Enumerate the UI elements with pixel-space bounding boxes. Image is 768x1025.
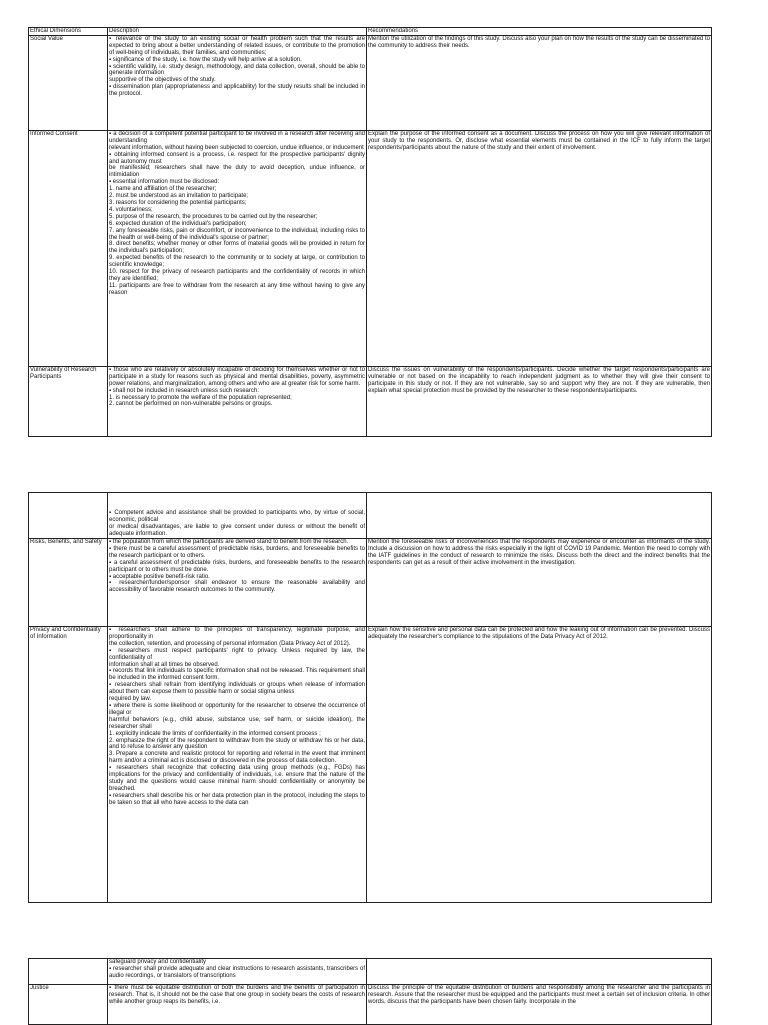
description-line: supportive of the objectives of the study. bbox=[109, 77, 216, 84]
description-line: 2. emphasize the right of the respondent to withdraw from the study or withdraw his or her data, and to refuse to answer any question bbox=[109, 737, 365, 751]
dimension-cell: Justice bbox=[29, 985, 108, 1025]
description-line: ▪ acceptable positive benefit-risk ratio. bbox=[109, 573, 210, 580]
description-line: ▪ researchers must respect participants' right to privacy. Unless required by law, the confidentiality of bbox=[109, 647, 365, 661]
dimension-cell bbox=[29, 493, 108, 539]
description-line: ▪ a careful assessment of predictable risks, burdens, and foreseeable benefits to the research participant or to others must be done. bbox=[109, 559, 365, 573]
description-line: 1. name and affiliation of the researcher; bbox=[109, 186, 217, 193]
description-line: ▪ the population from which the participants are derived stand to benefit from the research. bbox=[109, 539, 349, 545]
description-line: ▪ dissemination plan (appropriateness and applicability) for the study results shall be included in the protocol. bbox=[109, 84, 365, 98]
document-page-1 bbox=[28, 27, 710, 437]
description-line: ▪ researcher/funder/sponsor shall endeavor to ensure the reasonable availability and accessibility of favorable research outcomes to the community. bbox=[109, 580, 365, 594]
description-line: ▪ there must be a careful assessment of predictable risks, burdens, and foreseeable benefits to the research participant or to others. bbox=[109, 545, 365, 559]
description-line: ▪ significance of the study, i.e. how the study will help arrive at a solution. bbox=[109, 56, 302, 63]
description-line: ▪ researchers shall describe his or her data protection plan in the protocol, including the steps to be taken so that all who have access to the data can bbox=[109, 792, 365, 806]
ethics-table-page-2 bbox=[28, 492, 712, 903]
description-line: 4. voluntariness; bbox=[109, 206, 153, 213]
dimension-cell: Vulnerability of Research Participants bbox=[29, 366, 108, 436]
description-line: ▪ records that link individuals to specific information shall not be released. This requirement shall be included in the informed consent form. bbox=[109, 668, 365, 682]
recommendation-cell: Mention the foreseeable risks of inconveniences that the respondents may experience or encounter as informants of the study. Include a discussion on how to address the risks especially in the light of COVID 19 Pandemic. Mention the need to comply with the IATF guidelines in the conduct of research to minimize the risks. Discuss both the direct and the indirect benefits that the respondents can get as a result of their active involvement in the investigation. bbox=[367, 539, 712, 627]
dimension-cell: Informed Consent bbox=[29, 130, 108, 366]
description-line: 10. respect for the privacy of research participants and the confidentiality of records in which they are identified; bbox=[109, 269, 365, 282]
description-line: harmful behaviors (e.g., child abuse, substance use, self harm, or suicide ideation), the researcher shall bbox=[109, 716, 365, 730]
document-page-3 bbox=[28, 958, 710, 1025]
description-line: ▪ researchers shall refrain from identifying individuals or groups when release of information about them can expose them to possible harm or social stigma unless bbox=[109, 682, 365, 696]
dimension-cell: Social Value bbox=[29, 35, 108, 130]
table-row bbox=[29, 493, 712, 539]
ethics-table-page-3 bbox=[28, 958, 712, 1025]
recommendation-cell: Discuss the principle of the equitable distribution of burdens and responsibility among the researcher and the participants in research. Assure that the researcher must be equipped and the participants must meet a certain set of inclusion criteria. In other words, discuss that the participants have been chosen fairly. Incorporate in the bbox=[367, 985, 712, 1025]
description-line: 2. cannot be performed on non-vulnerable persons or groups. bbox=[109, 401, 273, 408]
description-line: 3. Prepare a concrete and realistic protocol for reporting and referral in the event that imminent harm and/or a criminal act is disclosed or discovered in the process of data collection. bbox=[109, 751, 365, 765]
recommendation-cell bbox=[367, 959, 712, 985]
table-header-row bbox=[29, 28, 712, 36]
description-line: ▪ where there is some likelihood or opportunity for the researcher to observe the occurrence of illegal or bbox=[109, 702, 365, 716]
description-cell bbox=[108, 366, 367, 436]
description-line: 8. direct benefits; whether money or other forms of material goods will be provided in return for the individual's participation; bbox=[109, 241, 365, 255]
description-line: ▪ shall not be included in research unless such research: bbox=[109, 387, 259, 394]
description-cell bbox=[108, 959, 367, 985]
description-line: ▪ essential information must be disclosed: bbox=[109, 179, 220, 186]
table-row bbox=[29, 959, 712, 985]
table-row bbox=[29, 35, 712, 130]
recommendation-cell: Explain how the sensitive and personal data can be protected and how the leaking out of information can be prevented. Discuss adequately the researcher's compliance to the stipulations of the Data Privacy Act of 2012. bbox=[367, 627, 712, 903]
description-line: safeguard privacy and confidentiality bbox=[109, 959, 207, 965]
table-row bbox=[29, 627, 712, 903]
description-line: be manifested; researchers shall have the duty to avoid deception, undue influence, or intimidation bbox=[109, 165, 365, 179]
description-cell bbox=[108, 130, 367, 366]
dimension-cell bbox=[29, 959, 108, 985]
recommendation-cell bbox=[367, 493, 712, 539]
description-line: 11. participants are free to withdraw from the research at any time without having to give any reason bbox=[109, 282, 365, 296]
table-row bbox=[29, 539, 712, 627]
header-recommendations: Recommendations bbox=[367, 28, 712, 36]
header-ethical-dimensions: Ethical Dimensions bbox=[29, 28, 108, 36]
description-line: ▪ there must be equitable distribution of both the burdens and the benefits of participation in research. That is, it should not be the case that one group in society bears the costs of research while another group reaps its benefits, i.e. bbox=[109, 985, 365, 1005]
description-cell bbox=[108, 35, 367, 130]
description-line: ▪ a decision of a competent potential participant to be involved in a research after receiving and understanding bbox=[109, 130, 365, 144]
description-line: ▪ relevance of the study to an existing social or health problem such that the results are expected to bring about a better understanding of related issues, or contribute to the promotion of well-being of individuals, their families, and communities; bbox=[109, 35, 365, 56]
recommendation-cell: Discuss the issues on vulnerability of the respondents/participants. Decide whether the target respondents/participants are vulnerable or not based on the incapability to reach independent judgment as to whether they will give their consent to participate in this study or not. If they are not vulnerable, say so and support why they are not. If they are vulnerable, then explain what special protection must be provided by the researcher to these respondents/participants. bbox=[367, 366, 712, 436]
recommendation-cell: Explain the purpose of the informed consent as a document. Discuss the process on how you will give relevant information of your study to the respondents. Or, disclose what essential elements must be contained in the ICF to fully inform the target respondents/participants about the nature of the study and their extent of involvement. bbox=[367, 130, 712, 366]
description-cell bbox=[108, 627, 367, 903]
description-line: relevant information, without having been subjected to coercion, undue influence, or inducement bbox=[109, 144, 364, 151]
description-cell bbox=[108, 985, 367, 1025]
table-row bbox=[29, 130, 712, 366]
dimension-cell: Risks, Benefits, and Safety bbox=[29, 539, 108, 627]
description-line: 2. must be understood as an invitation to participate; bbox=[109, 193, 249, 200]
table-row bbox=[29, 366, 712, 436]
description-line: ▪ researchers shall adhere to the principles of transparency, legitimate purpose, and proportionality in bbox=[109, 627, 365, 640]
description-line: 7. any foreseeable risks, pain or discomfort, or inconvenience to the individual, including risks to the health or well-being of the individual's spouse or partner; bbox=[109, 227, 365, 241]
description-line: 9. expected benefits of the research to the community or to society at large, or contribution to scientific knowledge; bbox=[109, 255, 365, 269]
dimension-cell: Privacy and Confidentiality of Information bbox=[29, 627, 108, 903]
description-line: required by law. bbox=[109, 696, 152, 703]
description-line: ▪ researcher shall provide adequate and clear instructions to research assistants, transcribers of audio recordings, or translators of transcriptions bbox=[109, 965, 365, 979]
description-line: 3. reasons for considering the potential participants; bbox=[109, 199, 247, 206]
ethics-table-page-1 bbox=[28, 27, 712, 437]
document-page-2 bbox=[28, 492, 710, 903]
description-cell bbox=[108, 493, 367, 539]
recommendation-cell: Mention the utilization of the findings of this study. Discuss also your plan on how the results of the study can be disseminated to the community to address their needs. bbox=[367, 35, 712, 130]
description-line: 1. explicitly indicate the limits of confidentiality in the informed consent process ; bbox=[109, 730, 321, 737]
description-line: ▪ researchers shall recognize that collecting data using group methods (e.g., FGDs) has implications for the privacy and confidentiality of individuals, i.e. ensure that the nature of the study and the questions would cause minimal harm should confidentiality or anonymity be breached. bbox=[109, 765, 365, 792]
description-line: or medical disadvantages, are liable to give consent under duress or without the benefit of adequate information. bbox=[109, 524, 365, 538]
description-line: information shall at all times be observed. bbox=[109, 661, 220, 668]
description-line: ▪ those who are relatively or absolutely incapable of deciding for themselves whether or not to participate in a study for reasons such as physical and mental disabilities, poverty, asymmetric power relations, and marginalization, among others and who are at greater risk for some harm. bbox=[109, 366, 365, 387]
table-row bbox=[29, 985, 712, 1025]
description-cell bbox=[108, 539, 367, 627]
description-line: the collection, retention, and processing of personal information (Data Privacy Act of 2012). bbox=[109, 640, 351, 647]
description-line: ▪ scientific validity, i.e. study design, methodology, and data collection, overall, should be able to generate information bbox=[109, 63, 365, 77]
description-line: 1. is necessary to promote the welfare of the population represented; bbox=[109, 394, 292, 401]
description-line: ▪ obtaining informed consent is a process, i.e. respect for the prospective participants' dignity and autonomy must bbox=[109, 151, 365, 165]
description-line: ▪ Competent advice and assistance shall be provided to participants who, by virtue of social, economic, political bbox=[109, 510, 365, 524]
description-line: 5. purpose of the research, the procedures to be carried out by the researcher; bbox=[109, 213, 318, 220]
header-description: Description bbox=[108, 28, 367, 36]
description-line: 6. expected duration of the individual's participation; bbox=[109, 220, 247, 227]
